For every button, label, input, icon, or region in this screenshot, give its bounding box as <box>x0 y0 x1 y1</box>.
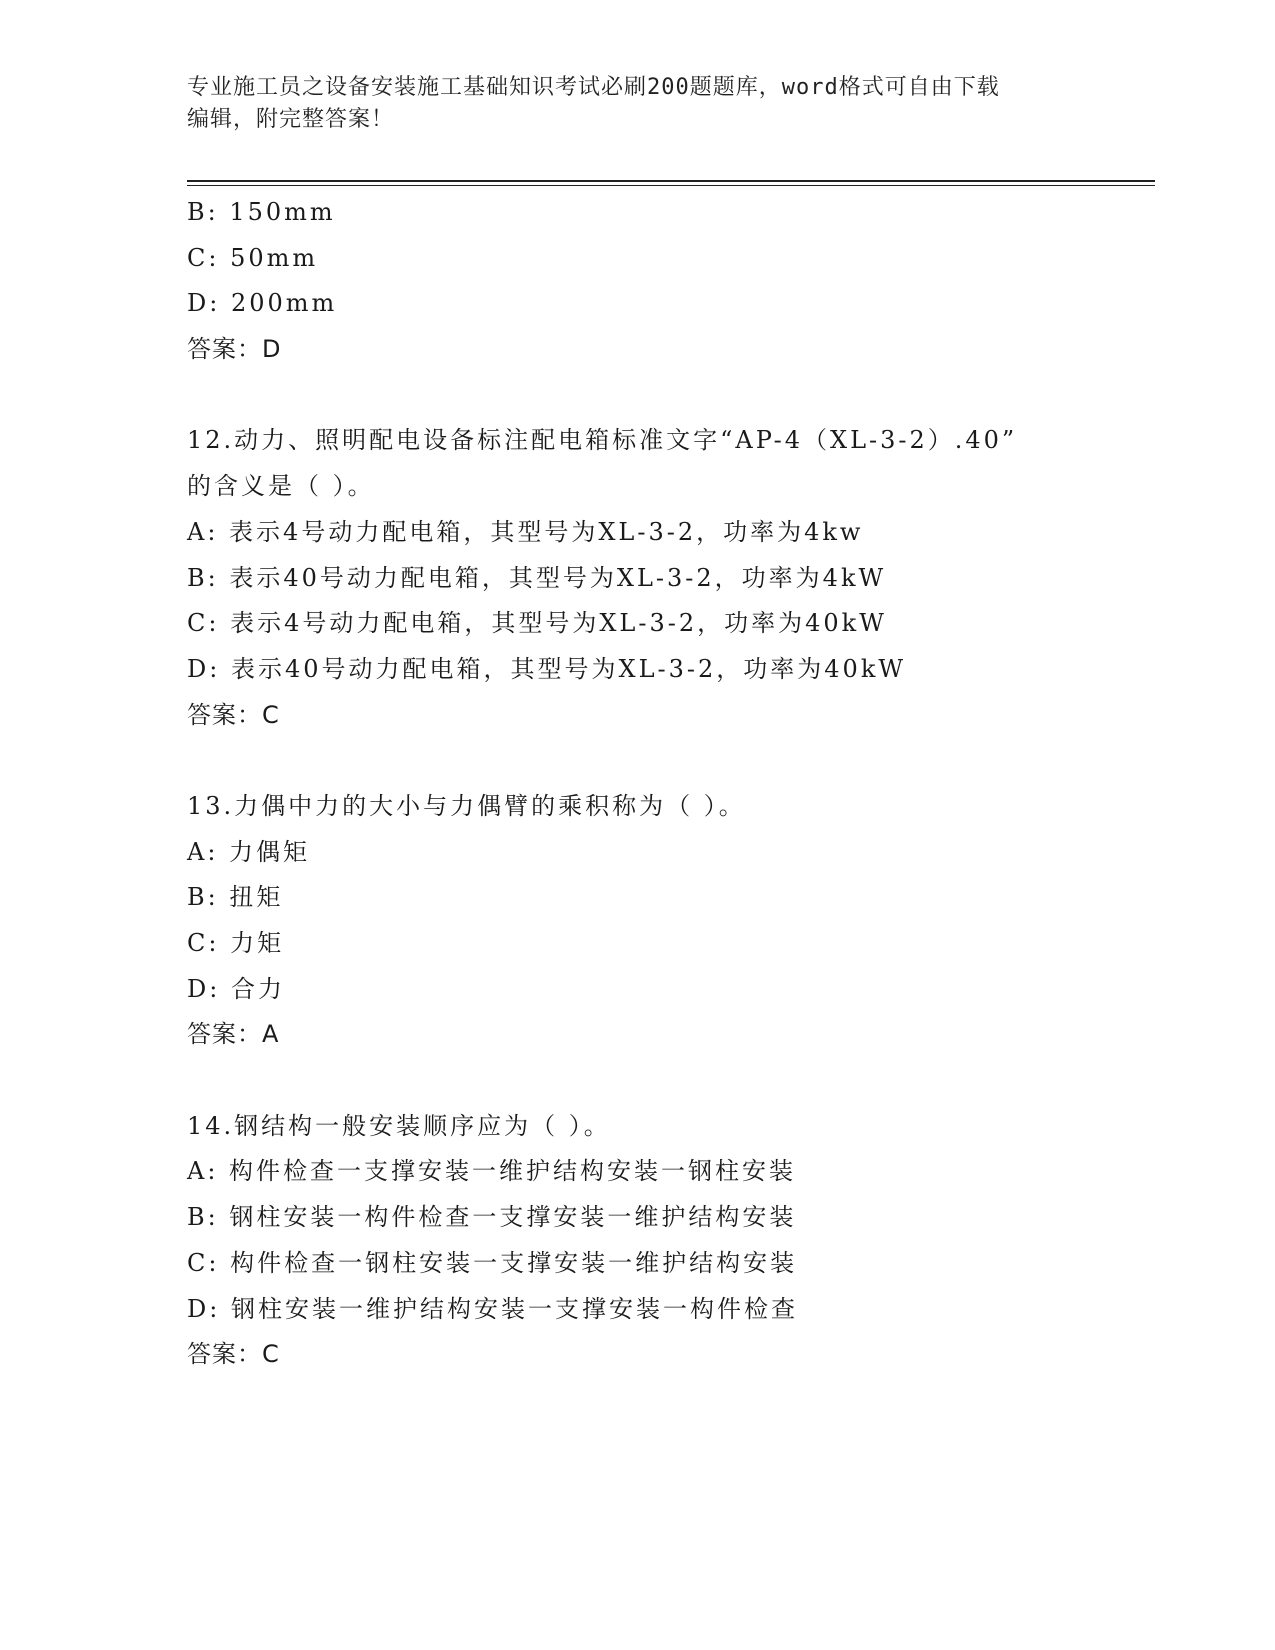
option-b: B: 150mm <box>187 198 336 226</box>
option-c: C: 力矩 <box>187 929 285 957</box>
question-stem: 14.钢结构一般安装顺序应为（ ）。 <box>187 1111 611 1140</box>
spacer <box>187 1058 1147 1104</box>
header-line-1: 专业施工员之设备安装施工基础知识考试必刷200题题库，word格式可自由下载 <box>187 75 1000 100</box>
option-d: D: 表示40号动力配电箱，其型号为XL-3-2，功率为40kW <box>187 654 907 683</box>
header-line-2: 编辑，附完整答案！ <box>187 107 395 132</box>
question-14 <box>187 1104 1147 1378</box>
option-a: A: 表示4号动力配电箱，其型号为XL-3-2，功率为4kw <box>187 517 864 546</box>
option-d: D: 钢柱安装一维护结构安装一支撑安装一构件检查 <box>187 1294 798 1323</box>
question-stem: 13.力偶中力的大小与力偶臂的乘积称为（ ）。 <box>187 791 746 820</box>
option-d: D: 合力 <box>187 974 285 1003</box>
option-c: C: 表示4号动力配电箱，其型号为XL-3-2，功率为40kW <box>187 609 887 638</box>
document-header <box>187 72 1067 136</box>
option-a: A: 力偶矩 <box>187 837 311 866</box>
question-stem: 12.动力、照明配电设备标注配电箱标准文字“AP-4（XL-3-2）.40” <box>187 426 1018 455</box>
question-list <box>187 190 1147 1378</box>
option-a: A: 构件检查一支撑安装一维护结构安装一钢柱安装 <box>187 1157 797 1186</box>
answer-line: 答案：C <box>187 1340 280 1369</box>
header-divider-thin <box>187 185 1155 186</box>
answer-line: 答案：C <box>187 700 280 729</box>
option-d: D: 200mm <box>187 289 338 318</box>
question-11-tail <box>187 190 1147 373</box>
option-b: B: 钢柱安装一构件检查一支撑安装一维护结构安装 <box>187 1203 797 1232</box>
answer-line: 答案：A <box>187 1020 280 1049</box>
spacer <box>187 373 1147 419</box>
option-b: B: 表示40号动力配电箱，其型号为XL-3-2，功率为4kW <box>187 563 887 592</box>
option-c: C: 构件检查一钢柱安装一支撑安装一维护结构安装 <box>187 1248 798 1277</box>
question-12 <box>187 418 1147 738</box>
header-divider <box>187 180 1155 182</box>
question-stem-continued: 的含义是（ ）。 <box>187 472 375 501</box>
spacer <box>187 738 1147 784</box>
question-13 <box>187 784 1147 1058</box>
answer-line: 答案：D <box>187 335 282 364</box>
option-b: B: 扭矩 <box>187 883 284 912</box>
option-c: C: 50mm <box>187 243 319 272</box>
